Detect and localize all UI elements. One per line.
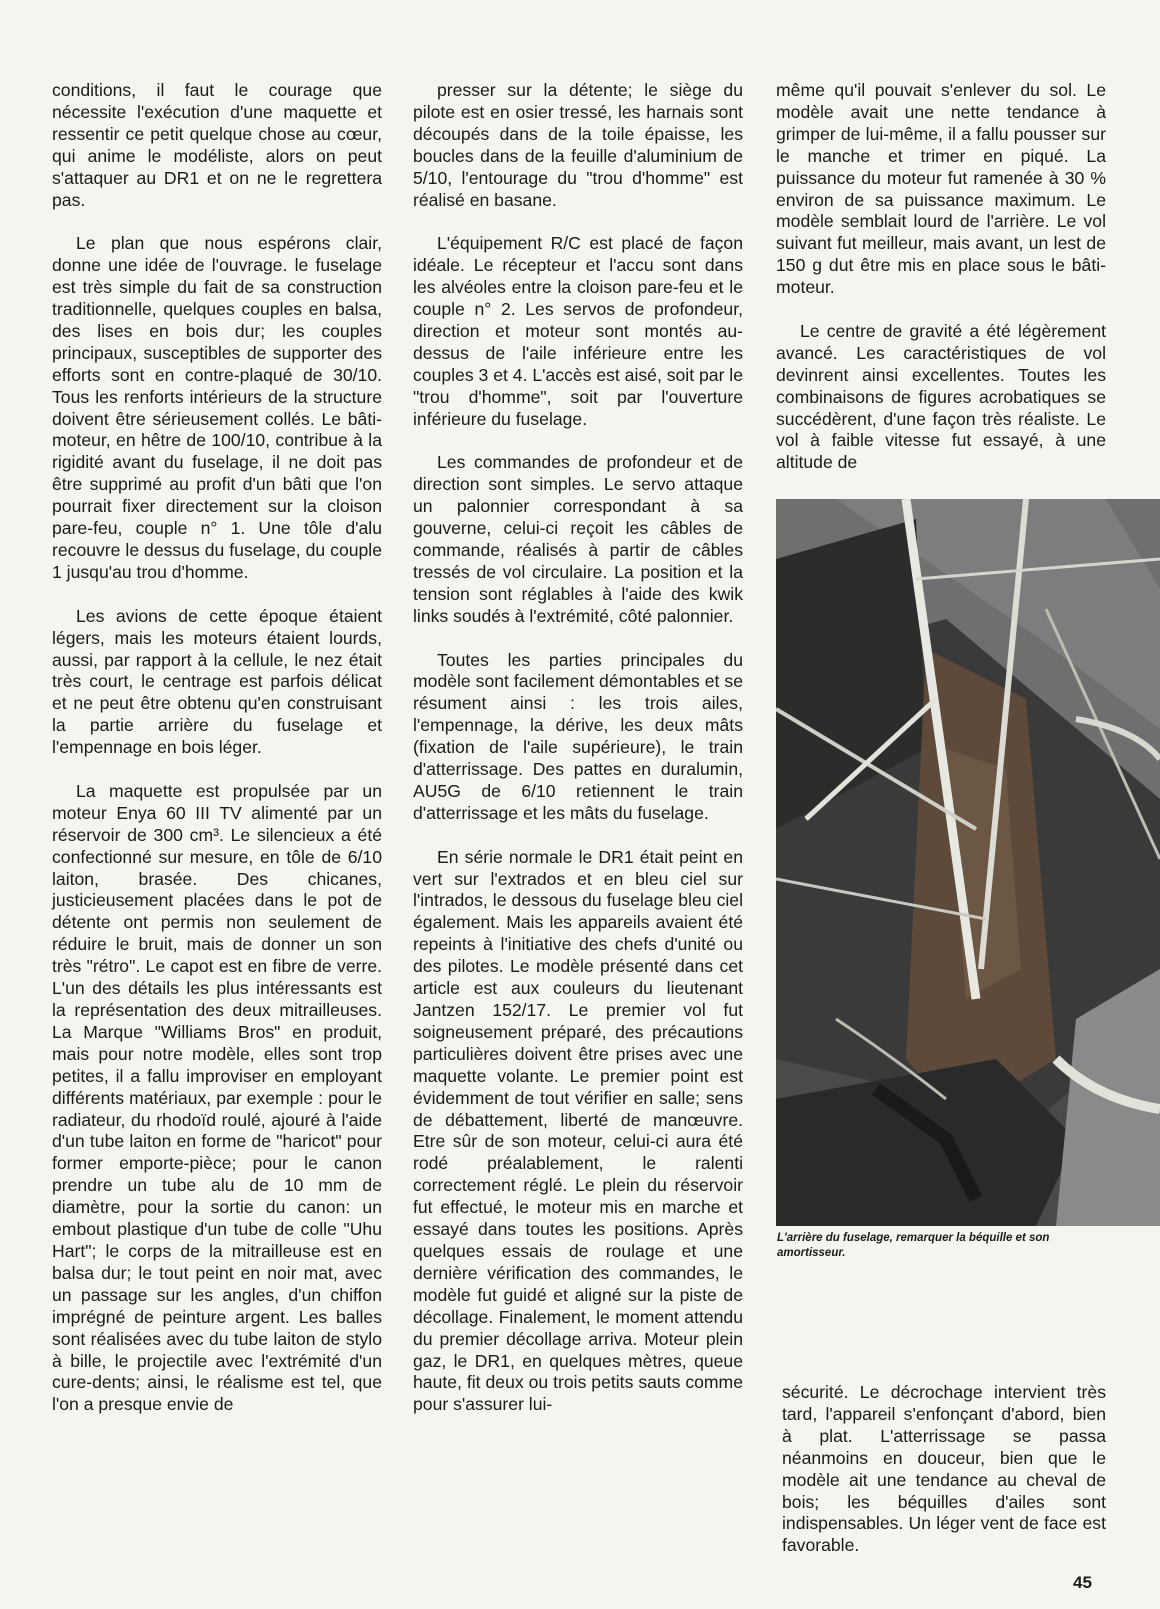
page-number: 45 <box>1073 1573 1092 1592</box>
paragraph: L'équipement R/C est placé de façon idéale. Le récepteur et l'accu sont dans les alvéoles entre la cloison pare-feu et le couple n° 2. Les servos de profondeur, direction et moteur sont montés au-dessus de l'aile inférieure entre les couples 3 et 4. L'accès est aisé, soit par le "trou d'homme", soit par l'ouverture inférieure du fuselage. <box>413 233 744 429</box>
article-column-1 <box>52 80 382 1438</box>
paragraph: Toutes les parties principales du modèle sont facilement démontables et se résument ainsi : les trois ailes, l'empennage, la dérive, les deux mâts (fixation de l'aile supérieure), le train d'atterrissage. Des pattes en duralumin, AU5G de 6/10 retiennent le train d'atterrissage et les mâts du fuselage. <box>413 649 743 823</box>
paragraph: Les avions de cette époque étaient légers, mais les moteurs étaient lourds, aussi, par rapport à la cellule, le nez était très court, le centrage est parfois délicat et ne peut être obtenu qu'en construisant la partie arrière du fuselage et l'empennage en bois léger. <box>52 605 382 758</box>
paragraph: conditions, il faut le courage que nécessite l'exécution d'une maquette et ressentir ce petit quelque chose au cœur, qui anime le modéliste, alors on peut s'attaquer au DR1 et on ne le regrettera pas. <box>52 80 382 210</box>
paragraph: Les commandes de profondeur et de direction sont simples. Le servo attaque un palonnier correspondant à sa gouverne, celui-ci reçoit les câbles de commande, réalisés à partir de câbles tressés de vol circulaire. La position et la tension sont réglables à l'aide des kwik links soudés à l'extrémité, côté palonnier. <box>413 452 743 626</box>
article-column-2 <box>413 80 743 1438</box>
paragraph: sécurité. Le décrochage intervient très tard, l'appareil s'enfonçant d'abord, bien à plat. L'atterrissage se passa néanmoins en douceur, bien que le modèle ait une tendance au cheval de bois; les béquilles d'ailes sont indispensables. Un léger vent de face est favorable. <box>782 1382 1106 1556</box>
paragraph: Le plan que nous espérons clair, donne une idée de l'ouvrage. le fuselage est très simple du fait de sa construction traditionnelle, quelques couples en balsa, des lises en bois dur; les couples principaux, susceptibles de supporter des efforts sont en contre-plaqué de 30/10. Tous les renforts intérieurs de la structure doivent être sérieusement collés. Le bâti-moteur, en hêtre de 100/10, contribue à la rigidité avant du fuselage, il ne doit pas être supprimé au profit d'un bâti que l'on pourrait fixer directement sur la cloison pare-feu, couple n° 1. Une tôle d'alu recouvre le dessus du fuselage, du couple 1 jusqu'au trou d'homme. <box>52 233 382 582</box>
paragraph: presser sur la détente; le siège du pilote est en osier tressé, les harnais sont découpés dans de la toile épaisse, les boucles dans de la feuille d'aluminium de 5/10, l'entourage du "trou d'homme" est réalisé en basane. <box>413 80 743 210</box>
paragraph: En série normale le DR1 était peint en vert sur l'extrados et en bleu ciel sur l'intrados, le dessous du fuselage bleu ciel également. Mais les appareils avaient été repeints à l'initiative des chefs d'unité ou des pilotes. Le modèle présenté dans cet article est aux couleurs du lieutenant Jantzen 152/17. Le premier vol fut soigneusement préparé, des précautions particulières doivent être prises avec une maquette volante. Le premier point est évidemment de tout vérifier en salle; sens de débattement, liberté de manœuvre. Etre sûr de son moteur, celui-ci aura été rodé préalablement, le ralenti correctement réglé. Le plein du réservoir fut effectué, le moteur mis en marche et essayé dans toutes les positions. Après quelques essais de roulage et une dernière vérification des commandes, le modèle fut guidé et aligné sur la piste de décollage. Finalement, le moment attendu du premier décollage arriva. Moteur plein gaz, le DR1, en quelques mètres, queue haute, fit deux ou trois petits sauts comme pour s'assurer lui- <box>413 846 743 1415</box>
paragraph: Le centre de gravité a été légèrement avancé. Les caractéristiques de vol devinrent ainsi excellentes. Toutes les combinaisons de figures acrobatiques se succédèrent, d'une façon très réaliste. Le vol à faible vitesse fut essayé, à une altitude de <box>776 320 1106 473</box>
photo-caption: L'arrière du fuselage, remarquer la béquille et son amortisseur. <box>777 1232 1050 1259</box>
fuselage-rear-photo <box>776 499 1160 1226</box>
article-column-3-top <box>776 80 1106 496</box>
article-column-3-bottom <box>782 1382 1106 1579</box>
paragraph: même qu'il pouvait s'enlever du sol. Le modèle avait une nette tendance à grimper de lui-même, il a fallu pousser sur le manche et trimer en piqué. La puissance du moteur fut ramenée à 30 % environ de sa puissance maximum. Le modèle semblait lourd de l'arrière. Le vol suivant fut meilleur, mais avant, un lest de 150 g dut être mis en place sous le bâti-moteur. <box>776 80 1106 298</box>
paragraph: La maquette est propulsée par un moteur Enya 60 III TV alimenté par un réservoir de 300 cm³. Le silencieux a été confectionné sur mesure, en tôle de 6/10 laiton, brasée. Des chicanes, justicieusement placées dans le pot de détente ont permis non seulement de réduire le bruit, mais de donner un son très "rétro". Le capot est en fibre de verre. L'un des détails les plus intéressants est la représentation des deux mitrailleuses. La Marque "Williams Bros" en produit, mais pour notre modèle, elles sont trop petites, il a fallu improviser en employant différents matériaux, par exemple : pour le radiateur, du rhodoïd roulé, ajouré à l'aide d'un tube laiton en forme de "haricot" pour former emporte-pièce; pour le canon prendre un tube alu de 10 mm de diamètre, pour la sortie du canon: un embout plastique d'un tube de colle "Uhu Hart"; le corps de la mitrailleuse est en balsa dur; le tout peint en noir mat, avec un passage sur les angles, d'un chiffon imprégné de peinture argent. Les balles sont réalisées avec du tube laiton de stylo à bille, le projectile avec l'extrémité d'un cure-dents; ainsi, le réalisme est tel, que l'on a presque envie de <box>52 780 382 1415</box>
